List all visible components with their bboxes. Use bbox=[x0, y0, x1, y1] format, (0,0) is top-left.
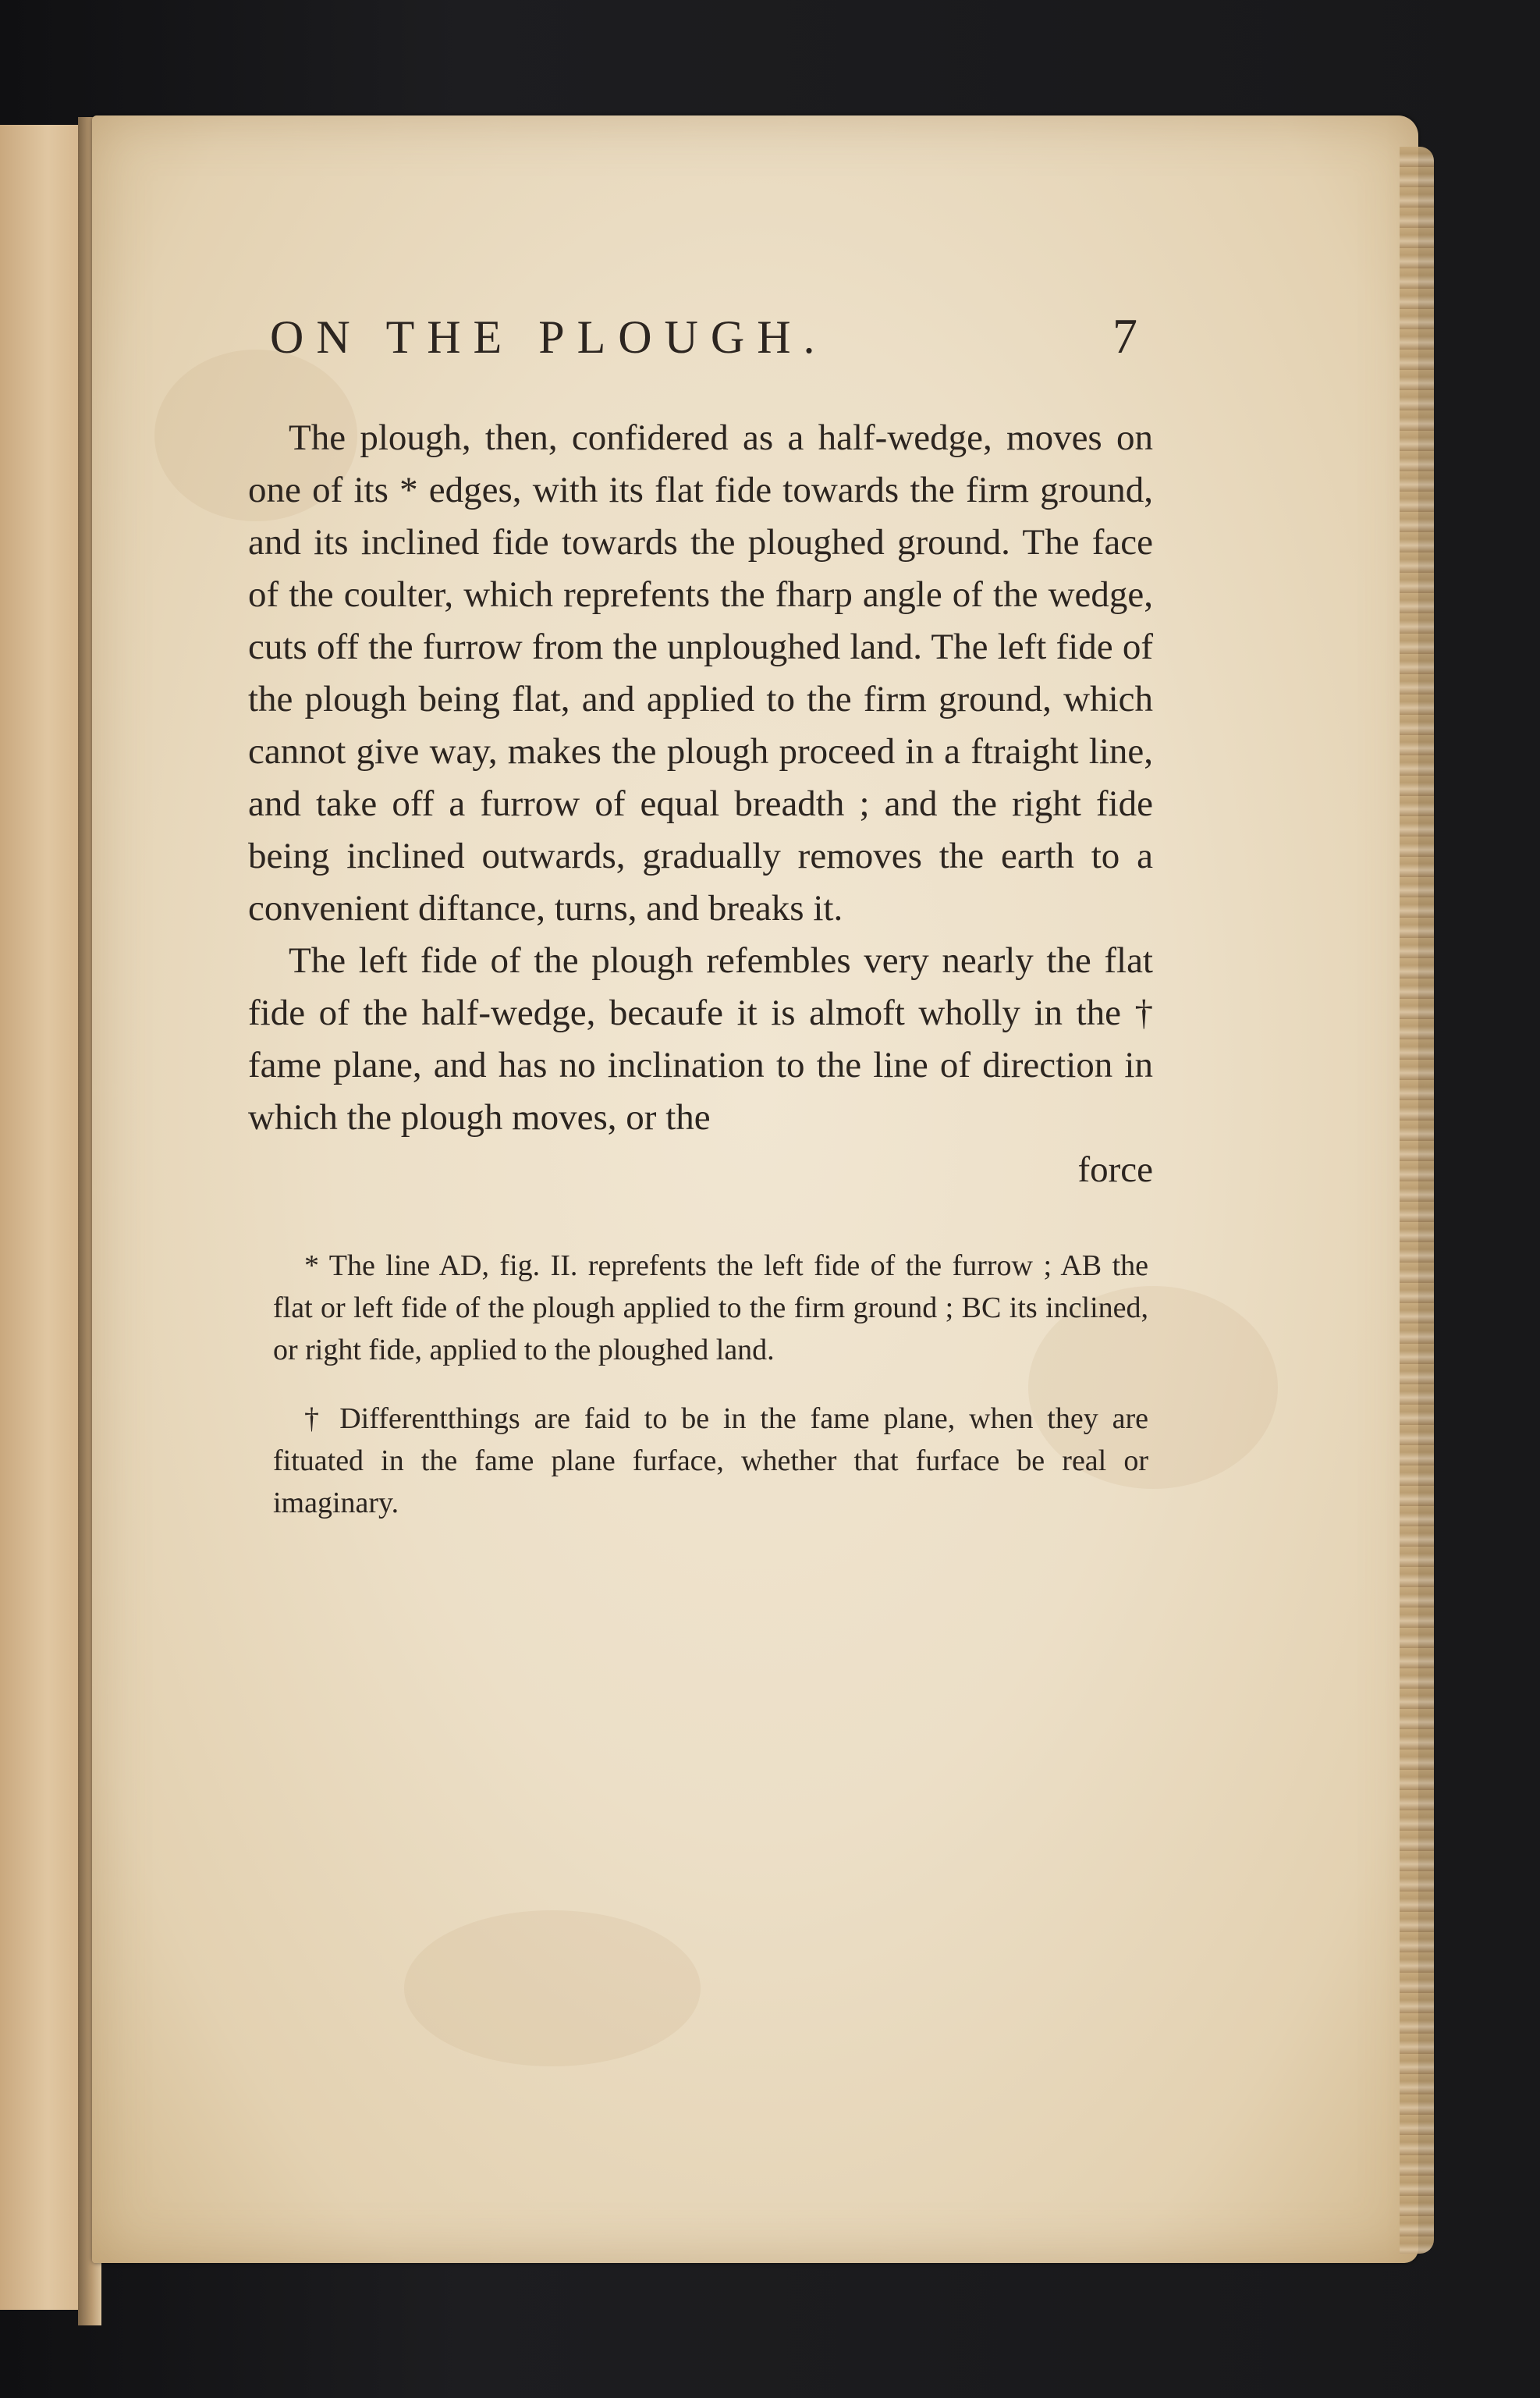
footnotes bbox=[248, 1245, 1153, 1524]
foxing-stain bbox=[404, 1910, 701, 2066]
book-page bbox=[92, 115, 1418, 2263]
page-number: 7 bbox=[1112, 308, 1137, 364]
running-head bbox=[248, 303, 1153, 389]
running-title: ON THE PLOUGH. bbox=[270, 311, 828, 363]
page-text-block bbox=[248, 303, 1153, 1551]
facing-page-edge bbox=[0, 125, 90, 2310]
page-fore-edge bbox=[1400, 147, 1434, 2254]
footnote-dagger: † Differentthings are faid to be in the fame plane, when they are fituated in the fame plane furface, whether that furface be real or imaginary. bbox=[273, 1402, 1148, 1519]
body-paragraph-1: The plough, then, confidered as a half-wedge, moves on one of its * edges, with its flat fide towards the firm ground, and its inclined fide towards the ploughed ground. The face of the coulter, which reprefents the fharp angle of the wedge, cuts off the furrow from the unploughed land. The left fide of the plough being flat, and applied to the firm ground, which cannot give way, makes the plough proceed in a ftraight line, and take off a furrow of equal breadth ; and the right fide being inclined outwards, gradually removes the earth to a convenient diftance, turns, and breaks it. bbox=[248, 417, 1153, 929]
catchword: force bbox=[1077, 1149, 1153, 1190]
footnote-asterisk: * The line AD, fig. II. reprefents the left fide of the furrow ; AB the flat or left fide of the plough applied to the firm ground ; BC its inclined, or right fide, applied to the ploughed land. bbox=[273, 1249, 1148, 1366]
body-paragraph-2: The left fide of the plough refembles very nearly the flat fide of the half-wedge, becaufe it is almoft wholly in the † fame plane, and has no inclination to the line of direction in which the plough moves, or the bbox=[248, 940, 1153, 1138]
